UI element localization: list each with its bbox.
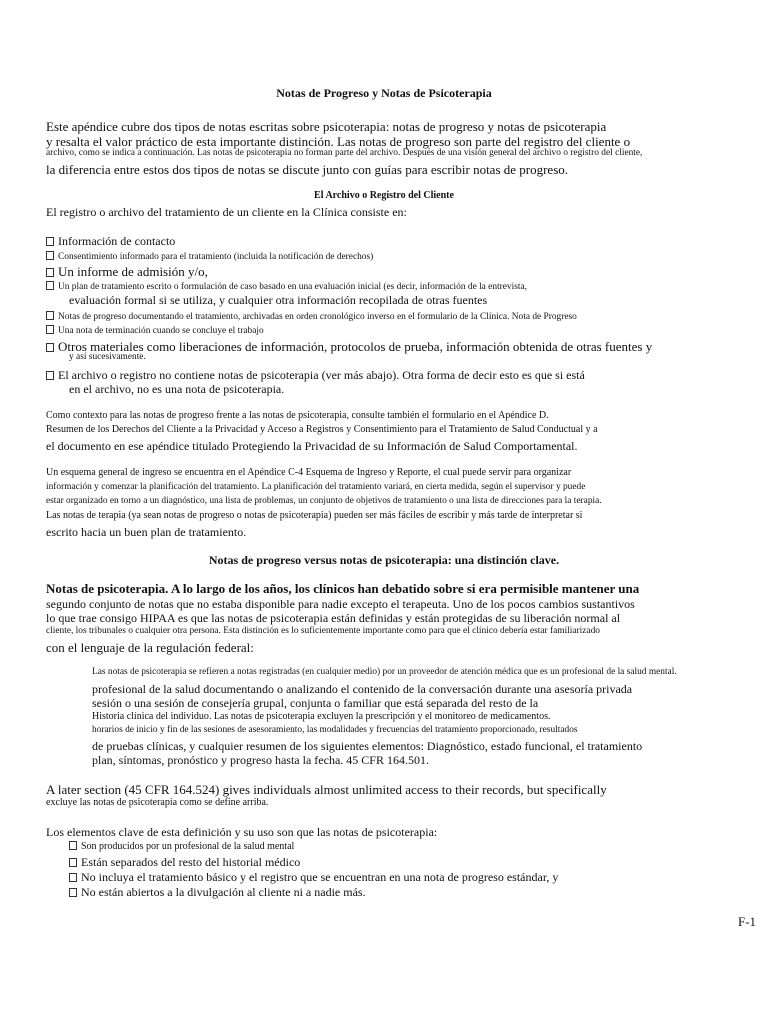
context-line: el documento en ese apéndice titulado Protegiendo la Privacidad de su Información de Salud Comportamental. xyxy=(46,439,578,453)
list-item: Son producidos por un profesional de la salud mental xyxy=(69,841,294,852)
outline-line: escrito hacia un buen plan de tratamiento. xyxy=(46,525,247,539)
section-heading-distinction: Notas de progreso versus notas de psicoterapia: una distinción clave. xyxy=(208,553,560,567)
elements-lead: Los elementos clave de esta definición y su uso son que las notas de psicoterapia: xyxy=(46,825,438,839)
checkbox-bullet-icon xyxy=(69,858,77,867)
context-line: Resumen de los Derechos del Cliente a la Privacidad y Acceso a Registros y Consentimiento para el Tratamiento de Salud Conductual y a xyxy=(46,424,598,435)
quote-line: Las notas de psicoterapia se refieren a notas registradas (en cualquier medio) por un proveedor de atención médica que es un profesional de la salud mental. xyxy=(92,667,677,677)
context-line: Como contexto para las notas de progreso frente a las notas de psicoterapia, consulte también el formulario en el Apéndice D. xyxy=(46,410,549,421)
checkbox-bullet-icon xyxy=(46,371,54,380)
list-item: Un informe de admisión y/o, xyxy=(46,265,208,278)
outline-line: Un esquema general de ingreso se encuentra en el Apéndice C-4 Esquema de Ingreso y Reporte, el cual puede servir para organizar xyxy=(46,467,572,478)
list-item: Notas de progreso documentando el tratamiento, archivadas en orden cronológico inverso en el formulario de la Clínica. Nota de Progreso xyxy=(46,311,577,322)
paragraph-line: lo que trae consigo HIPAA es que las notas de psicoterapia están definidas y están protegidas de su liberación normal al xyxy=(46,611,621,625)
quote-line: horarios de inicio y fin de las sesiones de asesoramiento, las modalidades y frecuencias del tratamiento proporcionado, resultados xyxy=(92,725,578,735)
quote-line: Historia clínica del individuo. Las notas de psicoterapia excluyen la prescripción y el monitoreo de medicamentos. xyxy=(92,711,551,722)
page-title: Notas de Progreso y Notas de Psicoterapia xyxy=(276,86,492,100)
paragraph-line: segundo conjunto de notas que no estaba disponible para nadie excepto el terapeuta. Uno de los pocos cambios sustantivos xyxy=(46,597,635,611)
section-heading-client-record: El Archivo o Registro del Cliente xyxy=(314,190,454,201)
quote-line: profesional de la salud documentando o analizando el contenido de la conversación durante una asesoría privada xyxy=(92,682,633,696)
list-item: Información de contacto xyxy=(46,235,175,247)
list-item: No están abiertos a la divulgación al cliente ni a nadie más. xyxy=(69,886,366,898)
paragraph-line: cliente, los tribunales o cualquier otra persona. Esta distinción es lo suficientemente importante como para que el clínico debería estar familiarizado xyxy=(46,626,600,636)
list-item: Un plan de tratamiento escrito o formulación de caso basado en una evaluación inicial (es decir, información de la entrevista, xyxy=(46,281,527,292)
page-number: F-1 xyxy=(738,914,757,929)
quote-line: de pruebas clínicas, y cualquier resumen de los siguientes elementos: Diagnóstico, estado funcional, el tratamiento xyxy=(92,739,643,753)
checkbox-bullet-icon xyxy=(46,251,54,260)
paragraph-line: con el lenguaje de la regulación federal: xyxy=(46,640,254,655)
section-lead: El registro o archivo del tratamiento de un cliente en la Clínica consiste en: xyxy=(46,205,407,219)
list-item-continuation: evaluación formal si se utiliza, y cualquier otra información recopilada de otras fuentes xyxy=(69,293,488,307)
list-item: Otros materiales como liberaciones de información, protocolos de prueba, información obtenida de otras fuentes y xyxy=(46,340,652,353)
outline-line: Las notas de terapia (ya sean notas de progreso o notas de psicoterapia) pueden ser más fáciles de escribir y más tarde de interpretar si xyxy=(46,510,583,521)
quote-line: plan, síntomas, pronóstico y progreso hasta la fecha. 45 CFR 164.501. xyxy=(92,753,429,767)
checkbox-bullet-icon xyxy=(69,873,77,882)
quote-line: sesión o una sesión de consejería grupal, conjunta o familiar que está separada del resto de la xyxy=(92,696,539,710)
list-item: Consentimiento informado para el tratamiento (incluida la notificación de derechos) xyxy=(46,251,373,262)
checkbox-bullet-icon xyxy=(46,343,54,352)
list-item-continuation: y así sucesivamente. xyxy=(69,352,146,362)
list-item: No incluya el tratamiento básico y el registro que se encuentran en una nota de progreso estándar, y xyxy=(69,871,558,883)
later-section-line: A later section (45 CFR 164.524) gives individuals almost unlimited access to their records, but specifically xyxy=(46,782,607,797)
intro-line: Este apéndice cubre dos tipos de notas escritas sobre psicoterapia: notas de progreso y notas de psicoterapia xyxy=(46,119,607,134)
list-item: El archivo o registro no contiene notas de psicoterapia (ver más abajo). Otra forma de decir esto es que si está xyxy=(46,369,585,381)
checkbox-bullet-icon xyxy=(69,841,77,850)
checkbox-bullet-icon xyxy=(69,888,77,897)
checkbox-bullet-icon xyxy=(46,281,54,290)
checkbox-bullet-icon xyxy=(46,237,54,246)
checkbox-bullet-icon xyxy=(46,268,54,277)
later-section-line: excluye las notas de psicoterapia como se define arriba. xyxy=(46,797,269,808)
list-item: Una nota de terminación cuando se concluye el trabajo xyxy=(46,325,264,336)
intro-line: la diferencia entre estos dos tipos de notas se discute junto con guías para escribir notas de progreso. xyxy=(46,162,569,177)
outline-line: estar organizado en torno a un diagnóstico, una lista de problemas, un conjunto de objetivos de tratamiento o una lista de direcciones para la terapia. xyxy=(46,496,602,506)
paragraph-line: Notas de psicoterapia. A lo largo de los años, los clínicos han debatido sobre si era permisible mantener una xyxy=(46,581,640,596)
list-item-continuation: en el archivo, no es una nota de psicoterapia. xyxy=(69,382,285,396)
outline-line: información y comenzar la planificación del tratamiento. La planificación del tratamiento variará, en cierta medida, según el supervisor y puede xyxy=(46,482,586,492)
checkbox-bullet-icon xyxy=(46,325,54,334)
intro-line: archivo, como se indica a continuación. Las notas de psicoterapia no forman parte del archivo. Después de una visión general del archivo o registro del cliente, xyxy=(46,148,643,158)
intro-line: y resalta el valor práctico de esta importante distinción. Las notas de progreso son parte del registro del cliente o xyxy=(46,134,631,149)
list-item: Están separados del resto del historial médico xyxy=(69,856,300,868)
checkbox-bullet-icon xyxy=(46,311,54,320)
